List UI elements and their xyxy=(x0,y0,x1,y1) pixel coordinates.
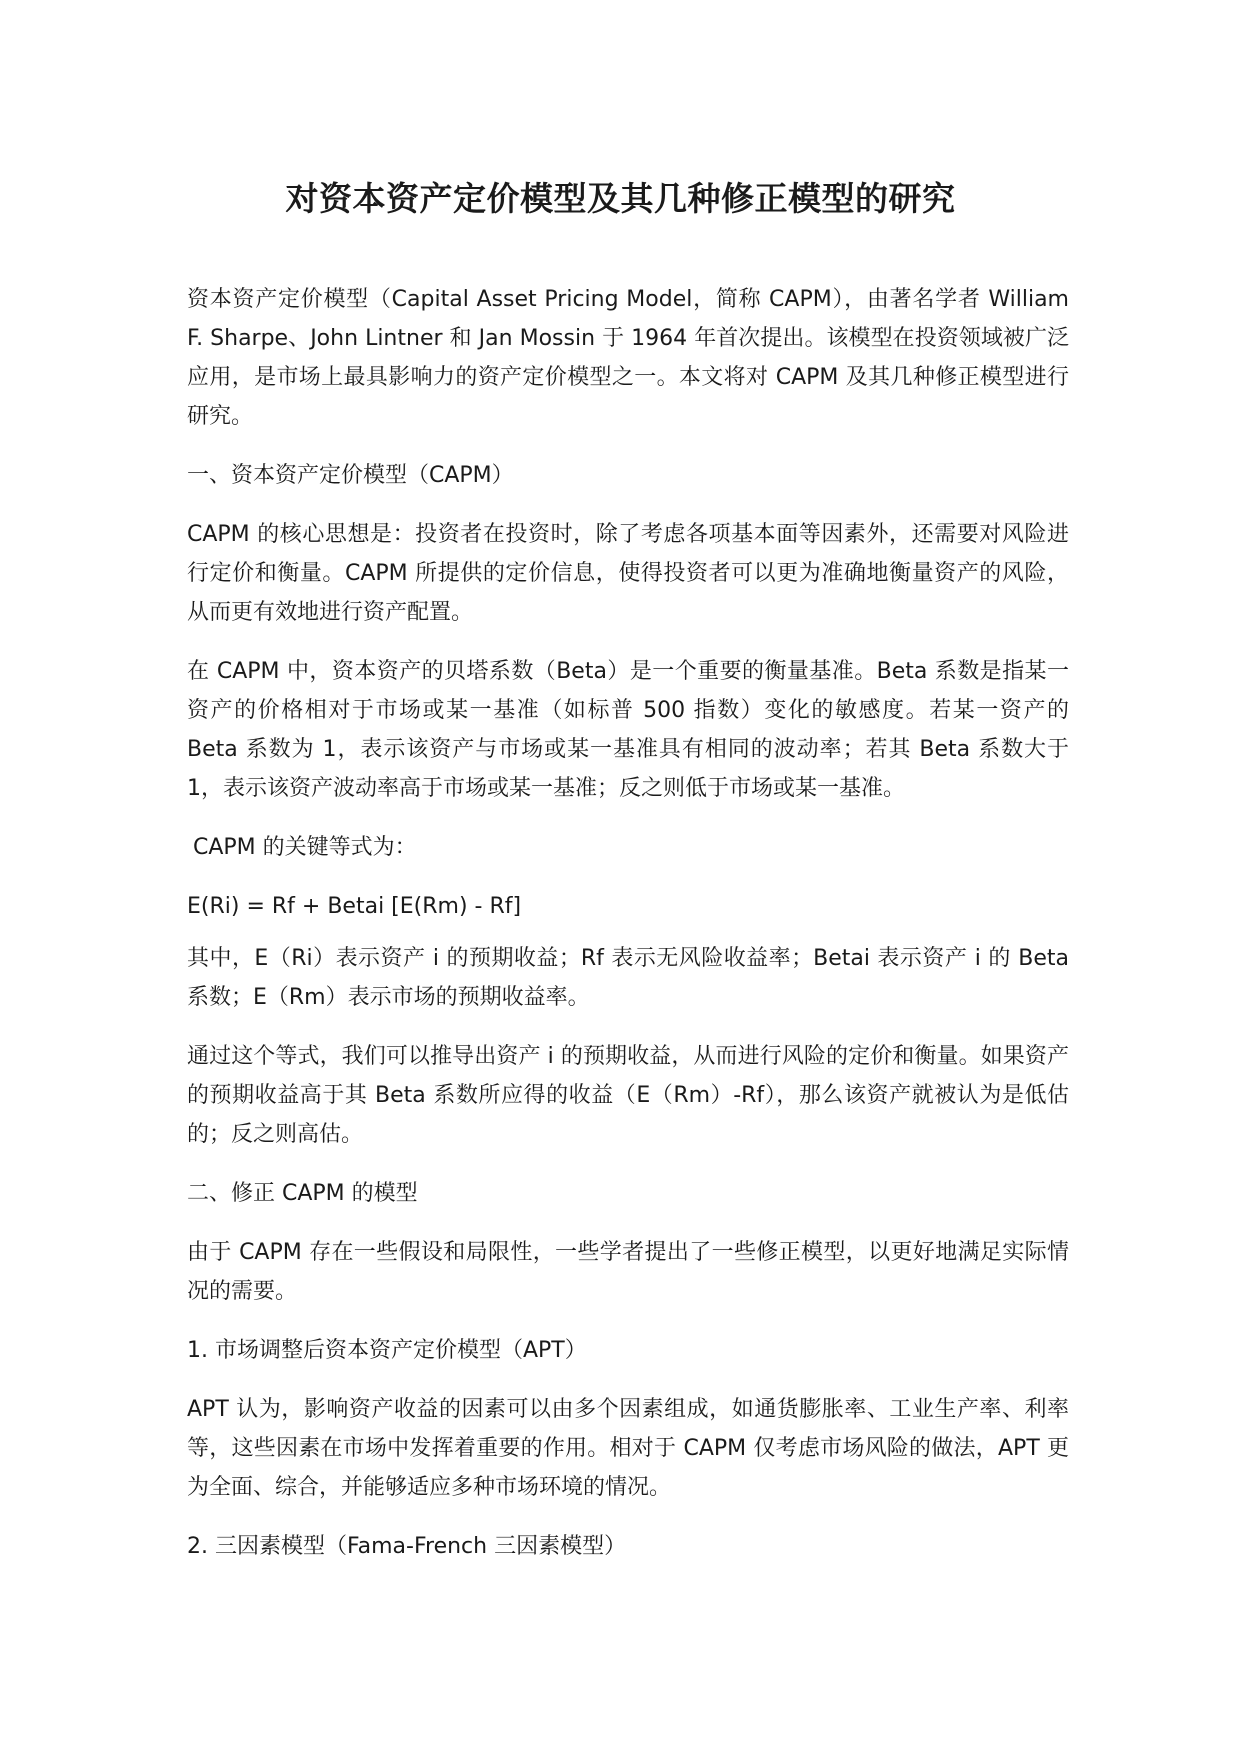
subheading-fama-french: 2. 三因素模型（Fama-French 三因素模型） xyxy=(187,1534,627,1559)
paragraph-modified-intro: 由于 CAPM 存在一些假设和局限性，一些学者提出了一些修正模型，以更好地满足实际情况的需要。 xyxy=(187,1240,1069,1304)
paragraph-equation-terms: 其中，E（Ri）表示资产 i 的预期收益；Rf 表示无风险收益率；Betai 表示资产 i 的 Beta 系数；E（Rm）表示市场的预期收益率。 xyxy=(187,946,1069,1010)
paragraph-key-equation-intro: CAPM 的关键等式为： xyxy=(193,835,417,860)
intro-paragraph: 资本资产定价模型（Capital Asset Pricing Model，简称 CAPM），由著名学者 William F. Sharpe、John Lintner 和 Jan Mossin 于 1964 年首次提出。该模型在投资领域被广泛应用，是市场上最具影响力的资产定价模型之一。本文将对 CAPM 及其几种修正模型进行研究。 xyxy=(187,287,1069,429)
paragraph-apt: APT 认为，影响资产收益的因素可以由多个因素组成，如通货膨胀率、工业生产率、利率等，这些因素在市场中发挥着重要的作用。相对于 CAPM 仅考虑市场风险的做法，APT 更为全面、综合，并能够适应多种市场环境的情况。 xyxy=(187,1397,1069,1500)
paragraph-valuation: 通过这个等式，我们可以推导出资产 i 的预期收益，从而进行风险的定价和衡量。如果资产的预期收益高于其 Beta 系数所应得的收益（E（Rm）-Rf），那么该资产就被认为是低估的；反之则高估。 xyxy=(187,1044,1069,1147)
document-title: 对资本资产定价模型及其几种修正模型的研究 xyxy=(285,179,956,218)
paragraph-capm-core-idea: CAPM 的核心思想是：投资者在投资时，除了考虑各项基本面等因素外，还需要对风险进行定价和衡量。CAPM 所提供的定价信息，使得投资者可以更为准确地衡量资产的风险，从而更有效地进行资产配置。 xyxy=(187,522,1069,625)
capm-equation: E(Ri) = Rf + Betai [E(Rm) - Rf] xyxy=(187,894,522,919)
subheading-apt: 1. 市场调整后资本资产定价模型（APT） xyxy=(187,1338,587,1363)
section-heading-capm: 一、资本资产定价模型（CAPM） xyxy=(187,463,514,488)
paragraph-beta: 在 CAPM 中，资本资产的贝塔系数（Beta）是一个重要的衡量基准。Beta 系数是指某一资产的价格相对于市场或某一基准（如标普 500 指数）变化的敏感度。若某一资产的 Beta 系数为 1，表示该资产与市场或某一基准具有相同的波动率；若其 Beta 系数大于 1，表示该资产波动率高于市场或某一基准；反之则低于市场或某一基准。 xyxy=(187,659,1069,801)
document-body xyxy=(187,280,1069,1586)
section-heading-modified-capm: 二、修正 CAPM 的模型 xyxy=(187,1181,418,1206)
